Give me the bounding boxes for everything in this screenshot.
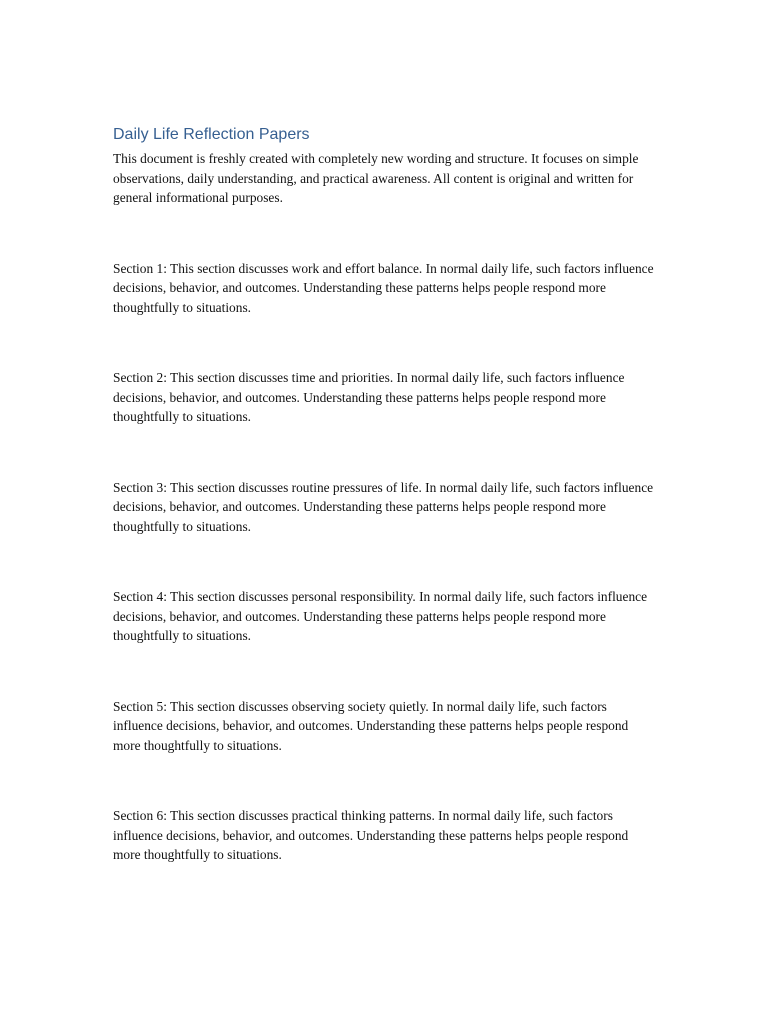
section-6-paragraph: Section 6: This section discusses practical thinking patterns. In normal daily life, such factors influence decisions, behavior, and outcomes. Understanding these patterns helps people respond more thoughtfully to situations. [113, 808, 629, 862]
intro-paragraph: This document is freshly created with completely new wording and structure. It focuses on simple observations, daily understanding, and practical awareness. All content is original and written for general informational purposes. [113, 151, 639, 205]
document-page [113, 124, 658, 916]
section-2-paragraph: Section 2: This section discusses time and priorities. In normal daily life, such factors influence decisions, behavior, and outcomes. Understanding these patterns helps people respond more thoughtfully to situations. [113, 370, 625, 424]
document-title: Daily Life Reflection Papers [113, 126, 310, 143]
section-1-paragraph: Section 1: This section discusses work and effort balance. In normal daily life, such factors influence decisions, behavior, and outcomes. Understanding these patterns helps people respond more thoughtfully to situations. [113, 260, 654, 315]
section-5-paragraph: Section 5: This section discusses observing society quietly. In normal daily life, such factors influence decisions, behavior, and outcomes. Understanding these patterns helps people respond more thoughtfully to situations. [113, 698, 629, 753]
section-3-paragraph: Section 3: This section discusses routine pressures of life. In normal daily life, such factors influence decisions, behavior, and outcomes. Understanding these patterns helps people respond more thoughtfully to situations. [113, 479, 654, 534]
section-4-paragraph: Section 4: This section discusses personal responsibility. In normal daily life, such factors influence decisions, behavior, and outcomes. Understanding these patterns helps people respond more thoughtfully to situations. [113, 589, 648, 643]
